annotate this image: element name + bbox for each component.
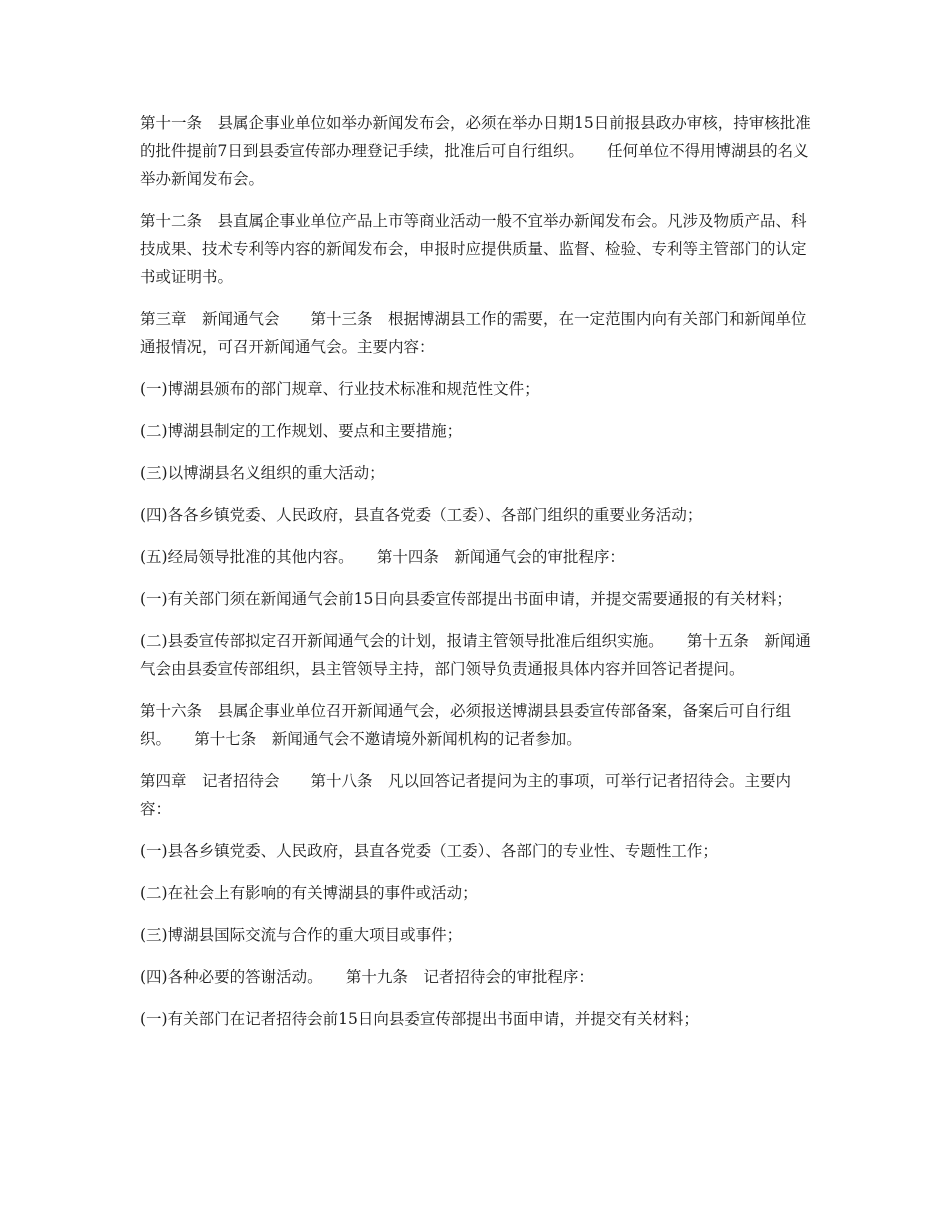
list-item-13-5-article-14: (五)经局领导批准的其他内容。 第十四条 新闻通气会的审批程序： (140, 548, 625, 566)
paragraph-chapter-4-article-18: 第四章 记者招待会 第十八条 凡以回答记者提问为主的事项，可举行记者招待会。主要内容： (140, 772, 792, 818)
paragraph-article-12: 第十二条 县直属企事业单位产品上市等商业活动一般不宜举办新闻发布会。凡涉及物质产品、科技成果、技术专利等内容的新闻发布会，申报时应提供质量、监督、检验、专利等主管部门的认定书或证明书。 (140, 212, 807, 286)
list-item-13-1: (一)博湖县颁布的部门规章、行业技术标准和规范性文件； (140, 380, 540, 398)
list-item-18-2: (二)在社会上有影响的有关博湖县的事件或活动； (140, 884, 478, 902)
list-item-14-1: (一)有关部门须在新闻通气会前15日向县委宣传部提出书面申请，并提交需要通报的有关材料； (140, 590, 792, 608)
list-item-18-4-article-19: (四)各种必要的答谢活动。 第十九条 记者招待会的审批程序： (140, 968, 594, 986)
document-page (140, 109, 812, 1047)
paragraph-chapter-3-article-13: 第三章 新闻通气会 第十三条 根据博湖县工作的需要，在一定范围内向有关部门和新闻单位通报情况，可召开新闻通气会。主要内容： (140, 310, 807, 356)
list-item-18-1: (一)县各乡镇党委、人民政府，县直各党委（工委）、各部门的专业性、专题性工作； (140, 842, 718, 860)
list-item-18-3: (三)博湖县国际交流与合作的重大项目或事件； (140, 926, 463, 944)
paragraph-article-11: 第十一条 县属企事业单位如举办新闻发布会，必须在举办日期15日前报县政办审核，持审核批准的批件提前7日到县委宣传部办理登记手续，批准后可自行组织。 任何单位不得用博湖县的名义举办新闻发布会。 (140, 114, 811, 188)
list-item-14-2-article-15: (二)县委宣传部拟定召开新闻通气会的计划，报请主管领导批准后组织实施。 第十五条 新闻通气会由县委宣传部组织，县主管领导主持，部门领导负责通报具体内容并回答记者提问。 (140, 632, 811, 678)
list-item-19-1: (一)有关部门在记者招待会前15日向县委宣传部提出书面申请，并提交有关材料； (140, 1010, 699, 1028)
list-item-13-4: (四)各各乡镇党委、人民政府，县直各党委（工委）、各部门组织的重要业务活动； (140, 506, 703, 524)
paragraph-article-16-17: 第十六条 县属企事业单位召开新闻通气会，必须报送博湖县县委宣传部备案，备案后可自行组织。 第十七条 新闻通气会不邀请境外新闻机构的记者参加。 (140, 702, 792, 748)
list-item-13-2: (二)博湖县制定的工作规划、要点和主要措施； (140, 422, 463, 440)
list-item-13-3: (三)以博湖县名义组织的重大活动； (140, 464, 385, 482)
